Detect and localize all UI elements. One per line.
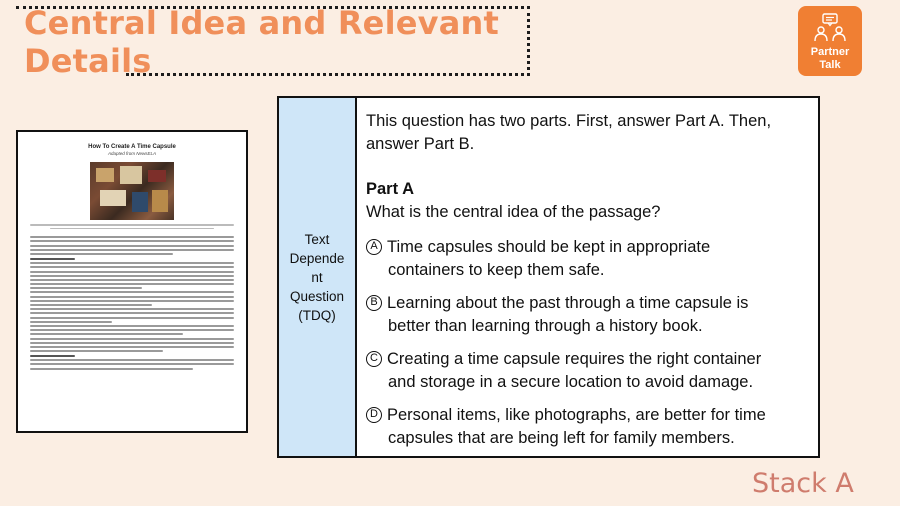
partner-talk-badge <box>798 6 862 76</box>
tdq-label-cell <box>279 98 357 456</box>
partner-talk-label-1: Partner <box>810 46 850 58</box>
option-letter-circle: D <box>366 407 382 423</box>
tdq-label-line: nt <box>311 269 323 285</box>
passage-title: How To Create A Time Capsule <box>88 144 176 150</box>
tdq-label-line: (TDQ) <box>298 307 336 323</box>
page-title-line2: Details <box>24 42 152 80</box>
tdq-label-line: Depende <box>289 250 345 266</box>
tdq-label-line: Question <box>289 288 345 304</box>
answer-option-b[interactable] <box>366 292 808 338</box>
option-letter-circle: A <box>366 239 382 255</box>
passage-thumbnail <box>16 130 248 433</box>
partner-talk-label-2: Talk <box>819 59 841 71</box>
stack-label: Stack A <box>752 468 854 499</box>
option-text: Learning about the past through a time capsule is <box>387 294 749 312</box>
option-text: Personal items, like photographs, are better for time <box>387 406 766 424</box>
tdq-content-cell <box>357 98 818 456</box>
option-text: capsules that are being left for family members. <box>388 429 735 447</box>
tdq-label-line: Text <box>304 231 330 247</box>
tdq-table <box>277 96 820 458</box>
option-text: better than learning through a history book. <box>388 317 703 335</box>
passage-photo <box>90 162 174 220</box>
option-letter-circle: B <box>366 295 382 311</box>
passage-text-lines <box>18 231 246 369</box>
answer-option-a[interactable] <box>366 236 808 282</box>
photo-caption-block <box>30 224 234 229</box>
passage-subtitle: Adapted from NewsELA <box>107 151 157 156</box>
question-text: What is the central idea of the passage? <box>366 203 661 221</box>
option-text: Creating a time capsule requires the right container <box>387 350 762 368</box>
option-text: Time capsules should be kept in appropriate <box>387 238 711 256</box>
people-talking-icon <box>813 12 847 46</box>
part-label: Part A <box>366 180 414 198</box>
option-letter-circle: C <box>366 351 382 367</box>
page-title-line1: Central Idea and Relevant <box>24 4 499 42</box>
option-text: and storage in a secure location to avoid damage. <box>388 373 754 391</box>
question-instructions: This question has two parts. First, answer Part A. Then, answer Part B. <box>366 112 772 153</box>
answer-option-c[interactable] <box>366 348 808 394</box>
option-text: containers to keep them safe. <box>388 261 605 279</box>
answer-option-d[interactable] <box>366 404 808 450</box>
